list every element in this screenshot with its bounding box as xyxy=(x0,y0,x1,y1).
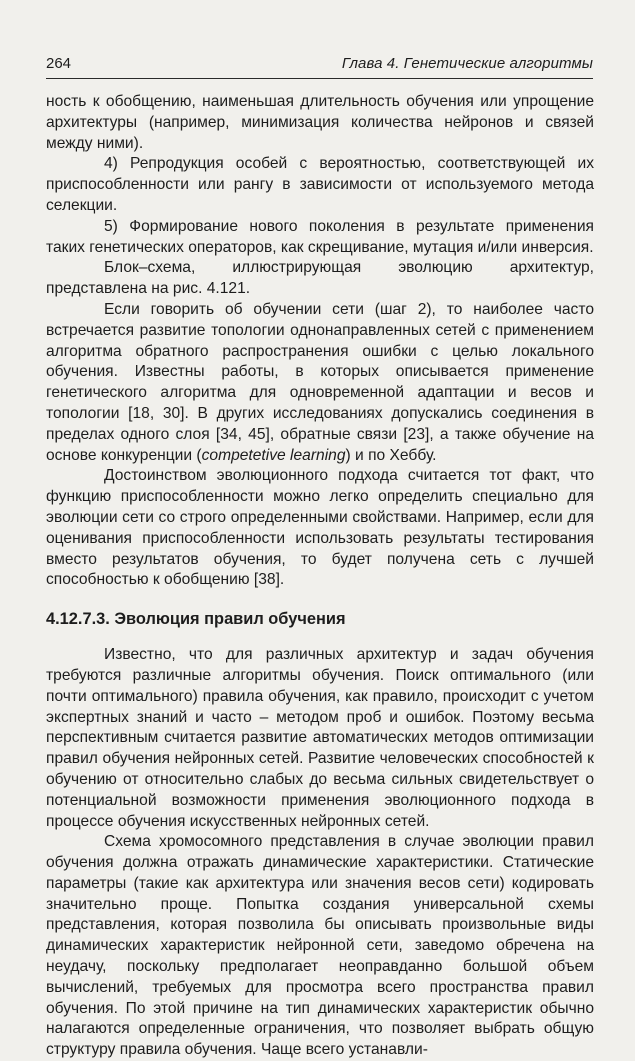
paragraph-evolution-advantage: Достоинством эволюционного подхода считается тот факт, что функцию приспособленности можно легко определить специально для эволюции сети со строго определенными свойствами. Например, если для оценивания приспособленности использовать результаты тестирования вместо результатов обучения, то будет получена сеть с лучшей способностью к обобщению [38]. xyxy=(46,467,594,589)
paragraph-block-diagram: Блок–схема, иллюстрирующая эволюцию архитектур, представлена на рис. 4.121. xyxy=(46,259,594,298)
page-header xyxy=(46,54,593,79)
body-text xyxy=(46,92,594,1061)
paragraph-continuation: ность к обобщению, наименьшая длительность обучения или упрощение архитектуры (например, минимизация количества нейронов и связей между ними). xyxy=(46,93,594,152)
text-run: ) и по Хеббу. xyxy=(345,446,437,464)
section-heading: 4.12.7.3. Эволюция правил обучения xyxy=(46,610,346,629)
paragraph-network-training xyxy=(46,300,594,466)
page-number: 264 xyxy=(46,55,72,72)
paragraph-chromosome-scheme: Схема хромосомного представления в случае эволюции правил обучения должна отражать динамические характеристики. Статические параметры (такие как архитектура или значения весов сети) кодировать значительно проще. Попытка создания универсальной схемы представления, которая позволила бы описывать произвольные виды динамических характеристик нейронной сети, заведомо обречена на неудачу, поскольку предполагает неоправданно большой объем вычислений, требуемых для просмотра всего пространства правил обучения. По этой причине на тип динамических характеристик обычно налагаются определенные ограничения, что позволяет выбрать общую структуру правила обучения. Чаще всего устанавли- xyxy=(46,833,594,1059)
paragraph-step-4: 4) Репродукция особей с вероятностью, соответствующей их приспособленности или рангу в зависимости от используемого метода селекции. xyxy=(46,155,594,214)
paragraph-learning-rules: Известно, что для различных архитектур и задач обучения требуются различные алгоритмы обучения. Поиск оптимального (или почти оптимального) правила обучения, как правило, происходит с учетом экспертных знаний и часто – методом проб и ошибок. Поэтому весьма перспективным считается развитие автоматических методов оптимизации правил обучения нейронных сетей. Развитие человеческих способностей к обучению от относительно слабых до весьма сильных свидетельствует о потенциальной возможности применения эволюционного подхода в процессе обучения искусственных нейронных сетей. xyxy=(46,646,594,830)
text-run: Если говорить об обучении сети (шаг 2), то наиболее часто встречается развитие топологии однонаправленных сетей с применением алгоритма обратного распространения ошибки с целью локального обучения. Известны работы, в которых описывается применение генетического алгоритма для одновременной адаптации и весов и топологии [18, 30]. В других исследованиях допускались соединения в пределах одного слоя [34, 45], обратные связи [23], а также обучение на основе конкуренции ( xyxy=(46,300,594,464)
paragraph-step-5: 5) Формирование нового поколения в результате применения таких генетических операторов, как скрещивание, мутация и/или инверсия. xyxy=(46,217,594,256)
running-title: Глава 4. Генетические алгоритмы xyxy=(341,55,593,72)
emphasis-term: competetive learning xyxy=(201,446,346,464)
